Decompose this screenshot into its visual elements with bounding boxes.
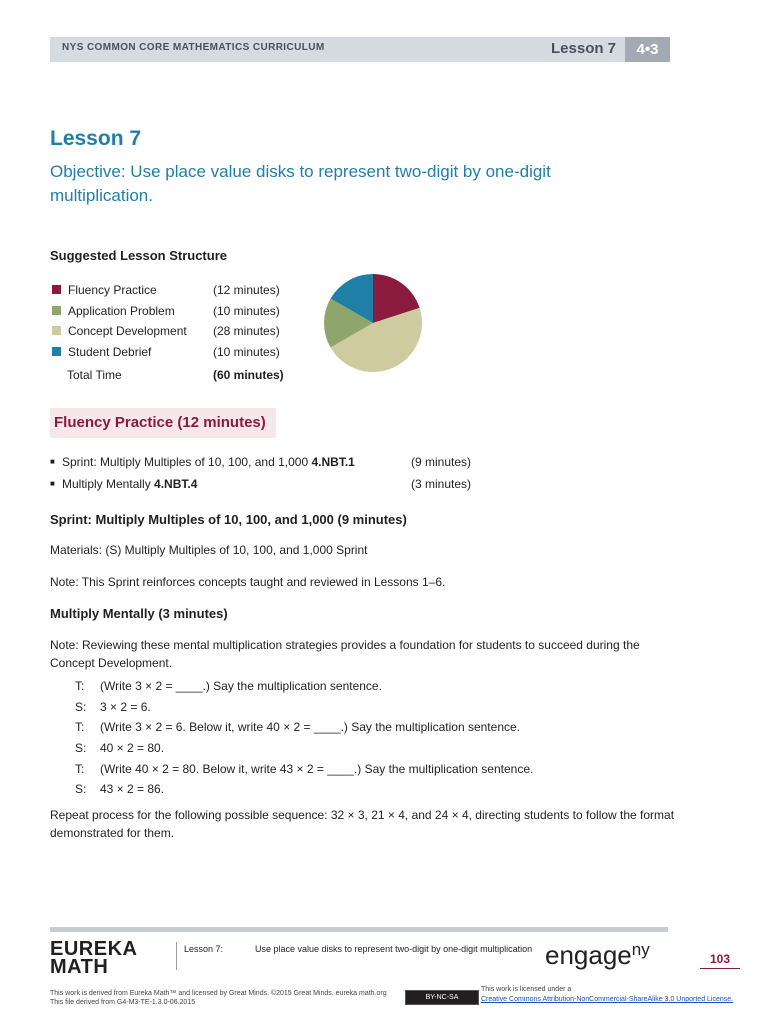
lesson-structure-pie	[322, 272, 424, 374]
dialogue-line	[75, 698, 151, 716]
sprint-heading: Sprint: Multiply Multiples of 10, 100, and 1,000 (9 minutes)	[50, 512, 407, 527]
dialogue-line	[75, 739, 164, 757]
mental-note: Note: Reviewing these mental multiplication strategies provides a foundation for students to succeed during the Concept Development.	[50, 638, 640, 670]
dialogue-text: (Write 3 × 2 = 6. Below it, write 40 × 2 = ____.) Say the multiplication sentence.	[100, 720, 520, 734]
structure-item-label: Concept Development	[68, 324, 187, 338]
debrief-color-swatch	[52, 347, 61, 356]
structure-item-label: Student Debrief	[68, 345, 152, 359]
structure-item-label: Fluency Practice	[68, 283, 157, 297]
speaker: S:	[75, 700, 87, 714]
logo-line-1: EUREKA	[50, 938, 138, 960]
cc-license-badge[interactable]: BY-NC-SA	[405, 990, 479, 1005]
structure-item-time: (10 minutes)	[213, 304, 280, 318]
bullet-standard: 4.NBT.1	[311, 455, 355, 469]
footer-rule	[50, 927, 668, 932]
dialogue-text: (Write 40 × 2 = 80. Below it, write 43 × 2 = ____.) Say the multiplication sentence.	[100, 762, 534, 776]
speaker: T:	[75, 720, 85, 734]
footer-divider	[176, 942, 177, 970]
fluency-bullet-text	[62, 453, 355, 471]
lesson-title: Lesson 7	[50, 127, 142, 150]
license-link[interactable]: Creative Commons Attribution-NonCommercial-ShareAlike 3.0 Unported License.	[481, 996, 734, 1003]
module-badge: 4•3	[625, 37, 670, 62]
page-number: 103	[709, 952, 731, 966]
footer-objective: Use place value disks to represent two-digit by one-digit multiplication	[255, 944, 533, 954]
speaker: T:	[75, 762, 85, 776]
sprint-materials: Materials: (S) Multiply Multiples of 10, 100, and 1,000 Sprint	[50, 543, 368, 557]
brand-text: engage	[545, 940, 632, 970]
logo-line-2: MATH	[50, 956, 109, 978]
dialogue-text: 3 × 2 = 6.	[100, 700, 151, 714]
page-number-underline	[700, 968, 740, 969]
sprint-note: Note: This Sprint reinforces concepts taught and reviewed in Lessons 1–6.	[50, 575, 446, 589]
structure-item-time: (28 minutes)	[213, 324, 280, 338]
bullet-standard: 4.NBT.4	[154, 477, 198, 491]
speaker: T:	[75, 679, 85, 693]
dialogue-text: 40 × 2 = 80.	[100, 741, 165, 755]
license-text: This work is licensed under a	[481, 986, 572, 993]
brand-sup: ny	[631, 940, 650, 959]
dialogue-text: (Write 3 × 2 = ____.) Say the multiplication sentence.	[100, 679, 382, 693]
dialogue-text: 43 × 2 = 86.	[100, 782, 165, 796]
application-color-swatch	[52, 306, 61, 315]
dialogue-line	[75, 760, 533, 778]
repeat-instruction: Repeat process for the following possible sequence: 32 × 3, 21 × 4, and 24 × 4, directing students to follow the format demonstrated for them.	[50, 808, 675, 840]
structure-item-time: (10 minutes)	[213, 345, 280, 359]
speaker: S:	[75, 741, 87, 755]
fluency-title: Fluency Practice (12 minutes)	[54, 414, 266, 431]
bullet-icon: ■	[50, 457, 55, 466]
concept-color-swatch	[52, 326, 61, 335]
footer-lesson: Lesson 7:	[184, 944, 224, 954]
eureka-math-logo	[50, 940, 137, 976]
speaker: S:	[75, 782, 87, 796]
bullet-time: (9 minutes)	[411, 455, 472, 469]
engageny-logo	[545, 940, 650, 971]
bullet-icon: ■	[50, 479, 55, 488]
total-time: (60 minutes)	[213, 368, 284, 382]
dialogue-line	[75, 780, 164, 798]
structure-item-label: Application Problem	[68, 304, 175, 318]
fluency-color-swatch	[52, 285, 61, 294]
dialogue-line	[75, 677, 382, 695]
structure-item-time: (12 minutes)	[213, 283, 280, 297]
dialogue-line	[75, 718, 520, 736]
structure-heading: Suggested Lesson Structure	[50, 248, 227, 263]
curriculum-title: NYS COMMON CORE MATHEMATICS CURRICULUM	[62, 42, 325, 53]
mental-heading: Multiply Mentally (3 minutes)	[50, 606, 228, 621]
header-lesson: Lesson 7	[551, 40, 617, 57]
bullet-activity: Sprint: Multiply Multiples of 10, 100, and 1,000	[62, 455, 312, 469]
lesson-objective: Objective: Use place value disks to represent two-digit by one-digit multiplication.	[50, 162, 551, 205]
bullet-time: (3 minutes)	[411, 477, 472, 491]
total-label: Total Time	[67, 368, 122, 382]
fluency-bullet-text	[62, 475, 197, 493]
copyright-line-2: This file derived from G4-M3-TE-1.3.0-06.2015	[50, 999, 196, 1006]
copyright-line-1: This work is derived from Eureka Math™ and licensed by Great Minds. ©2015 Great Minds. eureka math.org	[50, 990, 387, 997]
bullet-activity: Multiply Mentally	[62, 477, 155, 491]
